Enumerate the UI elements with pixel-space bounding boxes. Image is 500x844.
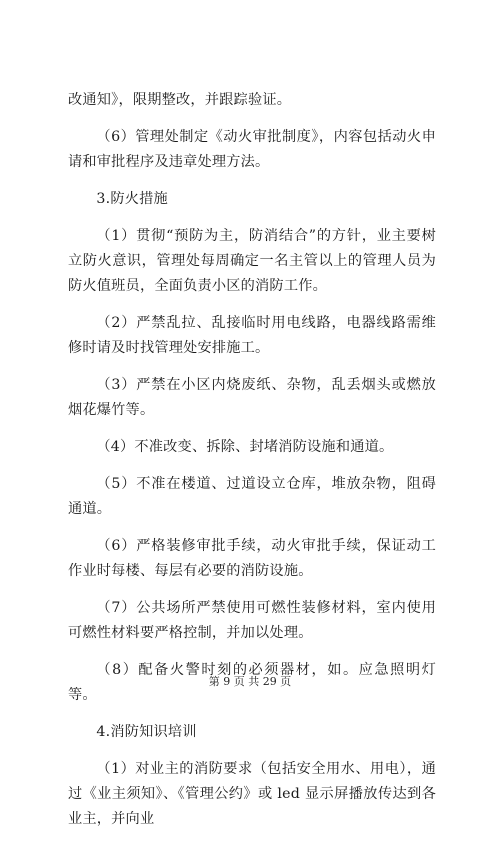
paragraph-item-4: （4）不准改变、拆除、封堵消防设施和通道。: [96, 439, 394, 455]
document-body: [68, 88, 436, 844]
paragraph-item-6: （6）严格装修审批手续，动火审批手续，保证动工作业时每楼、每层有必要的消防设施。: [68, 538, 436, 579]
paragraph-item-1: （1）贯彻“预防为主，防消结合”的方针，业主要树立防火意识，管理处每周确定一名主管以上的管理人员为防火值班员，全面负责小区的消防工作。: [68, 228, 436, 294]
section-heading-training: 4.消防知识培训: [96, 724, 197, 740]
paragraph-item-5: （5）不准在楼道、过道设立仓库，堆放杂物，阻碍通道。: [68, 476, 436, 517]
paragraph-item-6-permit-system: （6）管理处制定《动火审批制度》，内容包括动火申请和审批程序及违章处理方法。: [68, 129, 436, 170]
paragraph-item-3: （3）严禁在小区内烧废纸、杂物，乱丢烟头或燃放烟花爆竹等。: [68, 377, 436, 418]
paragraph-item-7: （7）公共场所严禁使用可燃性装修材料，室内使用可燃性材料要严格控制，并加以处理。: [68, 600, 436, 641]
paragraph-training-item-1: （1）对业主的消防要求（包括安全用水、用电），通过《业主须知》、《管理公约》或 led 显示屏播放传达到各业主，并向业: [68, 761, 436, 827]
paragraph-item-8: （8）配备火警时刻的必须器材，如。应急照明灯等。: [68, 662, 436, 703]
page-footer: 第 9 页 共 29 页: [208, 675, 292, 688]
paragraph-item-2: （2）严禁乱拉、乱接临时用电线路，电器线路需维修时请及时找管理处安排施工。: [68, 315, 436, 356]
paragraph-continuation: 改通知》，限期整改，并跟踪验证。: [68, 92, 292, 108]
section-heading-fire-prevention: 3.防火措施: [96, 191, 168, 207]
